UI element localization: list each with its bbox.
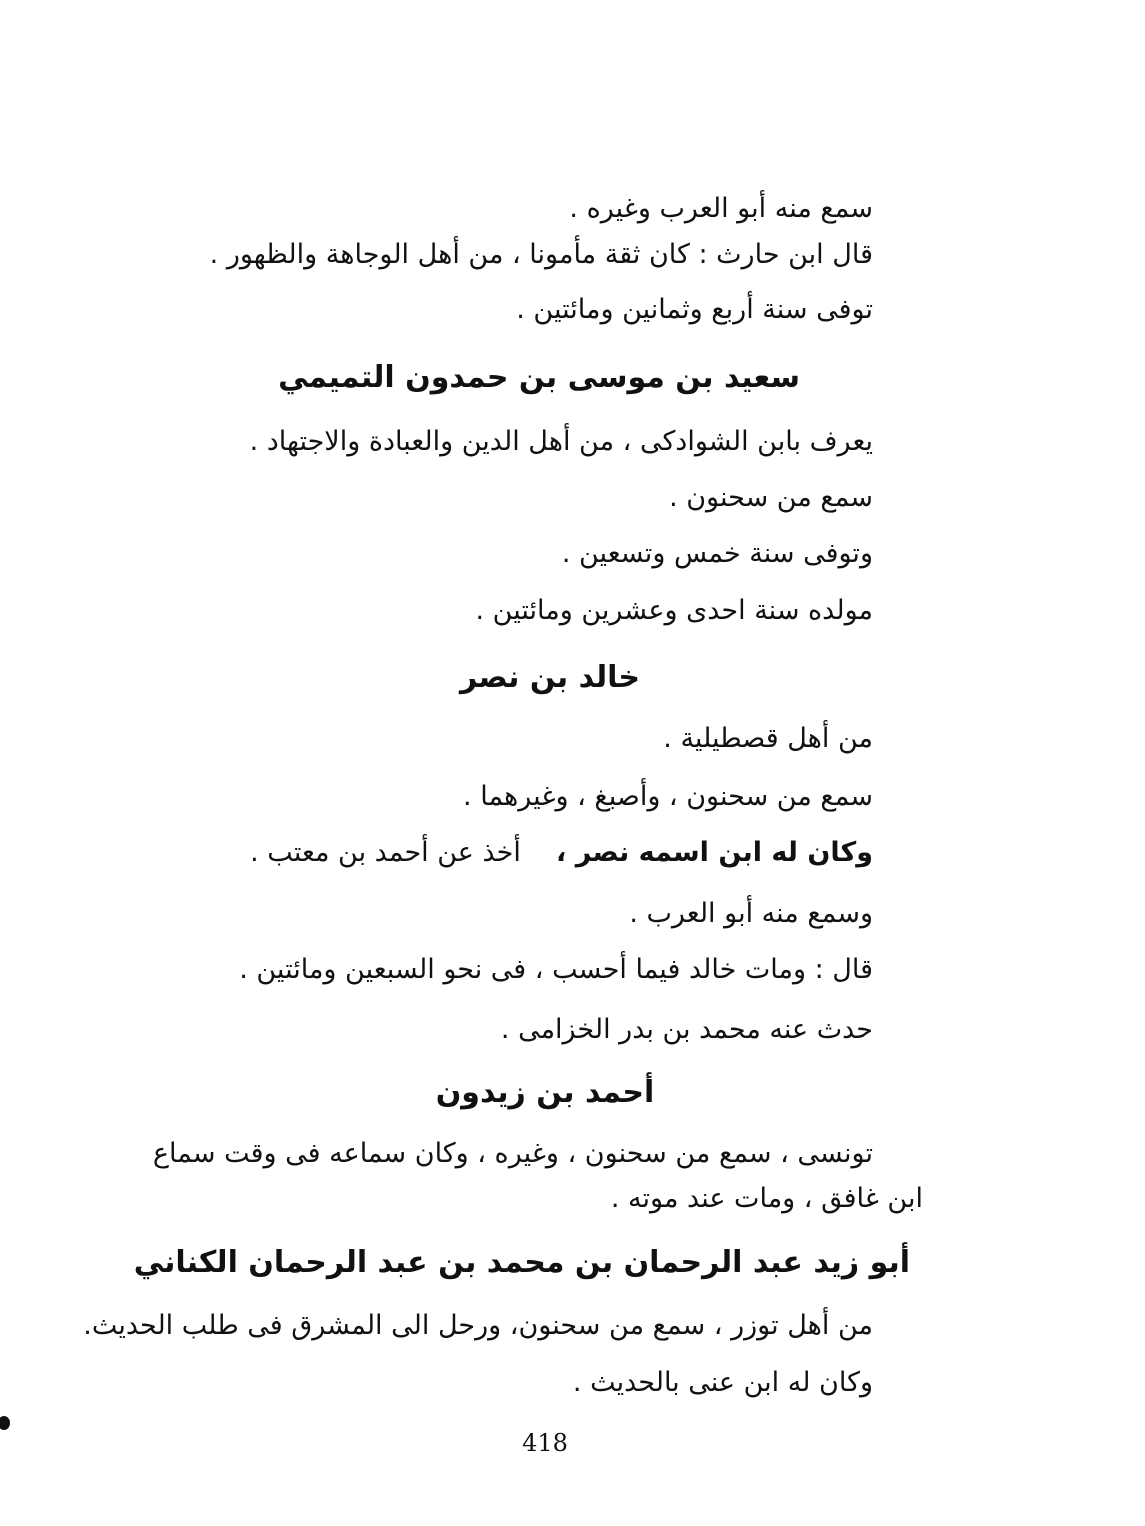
text-line: سمع من سحنون . xyxy=(669,482,873,513)
page-number: 418 xyxy=(522,1429,568,1457)
entry-heading: خالد بن نصر xyxy=(459,660,641,695)
text-line xyxy=(250,836,873,870)
entry-heading: سعيد بن موسى بن حمدون التميمي xyxy=(278,360,800,395)
text-line: توفى سنة أربع وثمانين ومائتين . xyxy=(516,294,873,325)
text-line: سمع منه أبو العرب وغيره . xyxy=(569,193,873,224)
entry-heading: أحمد بن زيدون xyxy=(435,1075,655,1110)
text-line: قال : ومات خالد فيما أحسب ، فى نحو السبعين ومائتين . xyxy=(239,954,873,985)
text-phrase: أخذ عن أحمد بن معتب . xyxy=(250,837,521,868)
text-line: وتوفى سنة خمس وتسعين . xyxy=(561,538,873,569)
text-line: قال ابن حارث : كان ثقة مأمونا ، من أهل الوجاهة والظهور . xyxy=(209,239,873,270)
text-line: ابن غافق ، ومات عند موته . xyxy=(610,1183,923,1214)
text-line: تونسى ، سمع من سحنون ، وغيره ، وكان سماعه فى وقت سماع xyxy=(152,1138,873,1169)
text-line: سمع من سحنون ، وأصبغ ، وغيرهما . xyxy=(463,781,873,812)
text-line: وكان له ابن عنى بالحديث . xyxy=(572,1367,873,1398)
text-line: حدث عنه محمد بن بدر الخزامى . xyxy=(500,1014,873,1045)
text-line: من أهل قصطيلية . xyxy=(663,723,873,754)
text-line: يعرف بابن الشوادكى ، من أهل الدين والعبادة والاجتهاد . xyxy=(249,426,873,457)
entry-heading: أبو زيد عبد الرحمان بن محمد بن عبد الرحمان الكناني xyxy=(133,1245,910,1280)
bold-phrase: وكان له ابن اسمه نصر ، xyxy=(556,837,873,868)
text-line: من أهل توزر ، سمع من سحنون، ورحل الى المشرق فى طلب الحديث. xyxy=(83,1310,873,1341)
text-line: وسمع منه أبو العرب . xyxy=(629,898,873,929)
text-line: مولده سنة احدى وعشرين ومائتين . xyxy=(475,595,873,626)
